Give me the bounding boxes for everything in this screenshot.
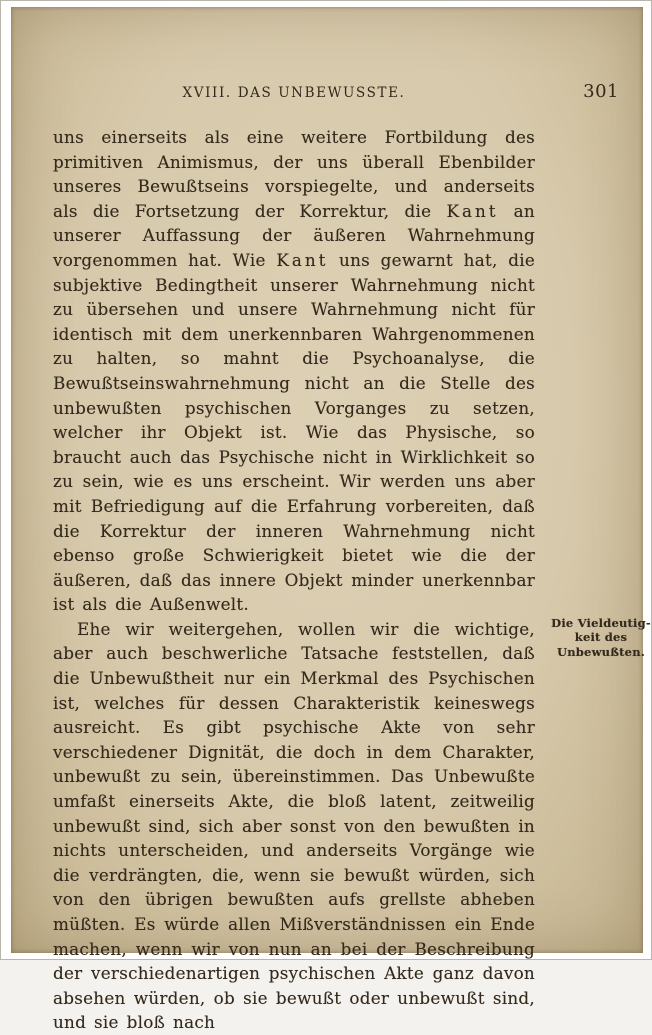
chapter-running-title: XVIII. DAS UNBEWUSSTE. (182, 85, 406, 101)
page-header (53, 81, 625, 107)
page-number: 301 (583, 81, 619, 102)
kant-emphasis: Kant (276, 249, 329, 270)
paragraph-continuation (53, 125, 535, 617)
paragraph (53, 615, 651, 1035)
paragraph-text: uns einerseits als eine weitere Fortbildung des primitiven Animismus, der uns überall Ebenbilder unseres Bewußtseins vorspiegelte, und anderseits als die Fortsetzung der Korrektur, die (53, 127, 535, 221)
margin-note (548, 616, 652, 660)
margin-note-line: keit des (574, 630, 628, 645)
paper-background (11, 7, 651, 1033)
paragraph-text: Ehe wir weitergehen, wollen wir die wichtige, aber auch beschwerliche Tatsache feststellen, daß die Unbewußtheit nur ein Merkmal des Psychischen ist, welches für dessen Charakteristik keineswegs ausreicht. Es gibt psychische Akte von sehr verschiedener Dignität, die doch in dem Charakter, unbewußt zu sein, übereinstimmen. Das Unbewußte umfaßt einerseits Akte, die bloß latent, zeitweilig unbewußt sind, sich aber sonst von den bewußten in nichts unterscheiden, und anderseits Vorgänge wie die verdrängten, die, wenn sie bewußt würden, sich von den übrigen bewußten aufs grellste abheben müßten. Es würde allen Mißverständnissen ein Ende machen, wenn wir von nun an bei der Beschreibung der verschiedenartigen psychischen Akte ganz davon absehen würden, ob sie bewußt oder unbewußt sind, und sie bloß nach (53, 618, 535, 1033)
kant-emphasis: Kant (446, 200, 499, 221)
margin-note-line: Die Vieldeutig- (551, 615, 651, 630)
paragraph-text: an unserer Auffassung der äußeren Wahrnehmung vorgenommen hat. Wie (53, 200, 535, 270)
paragraph-text: uns gewarnt hat, die subjektive Bedingtheit unserer Wahrnehmung nicht zu übersehen und unsere Wahrnehmung nicht für identisch mit dem unerkennbaren Wahrgenommenen zu halten, so mahnt die Psychoanalyse, die Bewußtseinswahrnehmung nicht an die Stelle des unbewußten psychischen Vorganges zu setzen, welcher ihr Objekt ist. Wie das Physische, so braucht auch das Psychische nicht in Wirklichkeit so zu sein, wie es uns erscheint. Wir werden uns aber mit Befriedigung auf die Erfahrung vorbereiten, daß die Korrektur der inneren Wahrnehmung nicht ebenso große Schwierigkeit bietet wie die der äußeren, daß das innere Objekt minder unerkennbar ist als die Außenwelt. (53, 249, 536, 615)
body-text (53, 125, 651, 1035)
margin-note-line: Unbewußten. (557, 644, 645, 659)
